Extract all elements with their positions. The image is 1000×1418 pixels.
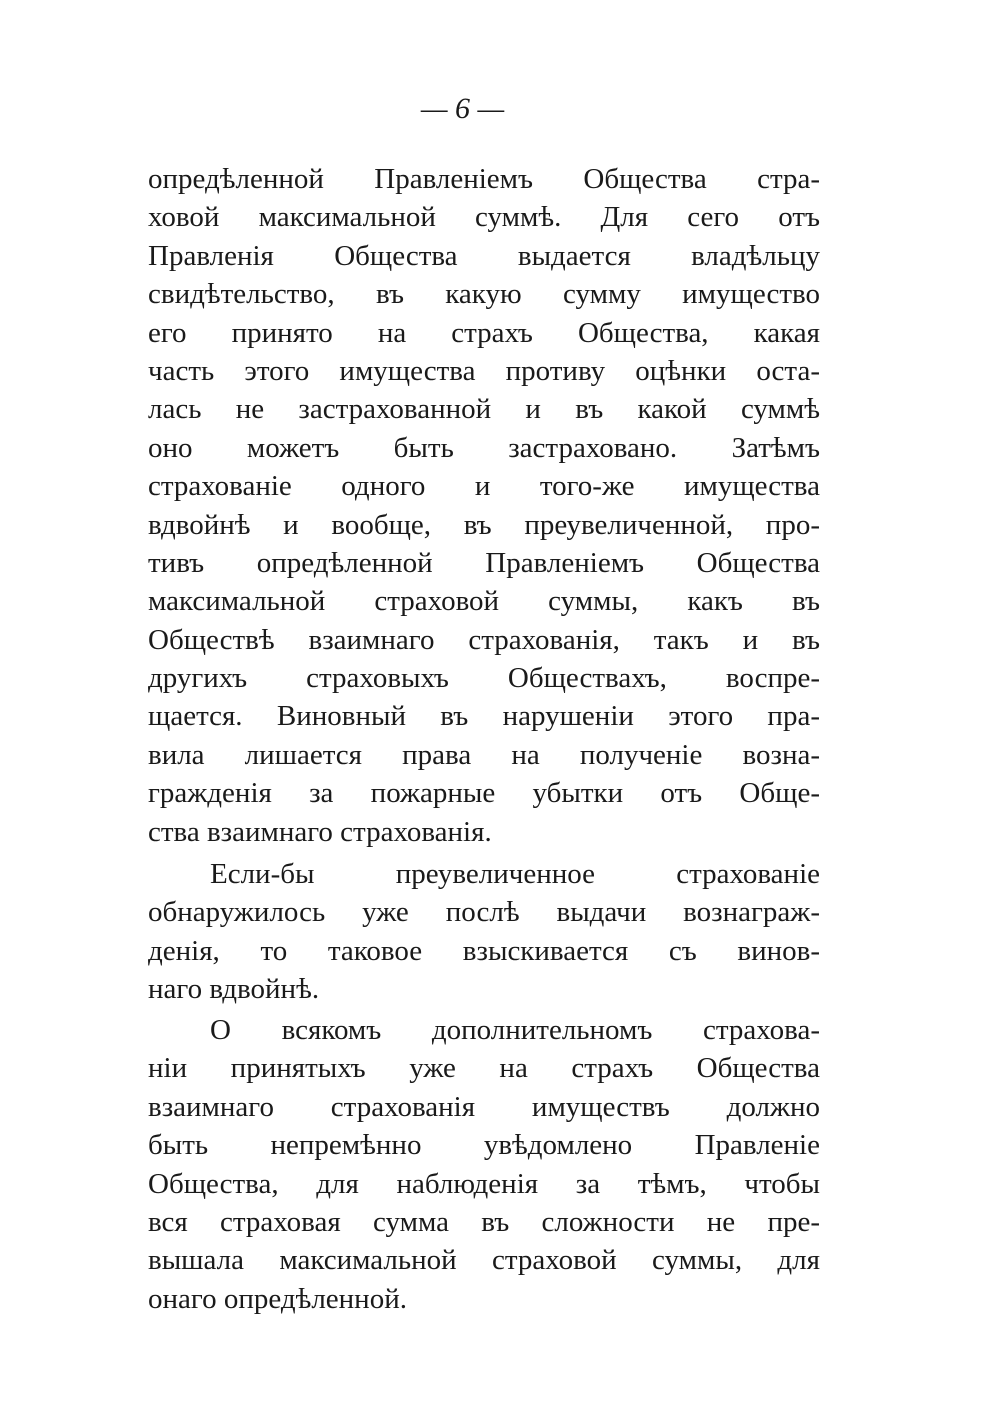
- text-line: О всякомъ дополнительномъ страхова-: [210, 1014, 820, 1046]
- text-line: максимальной страховой суммы, какъ въ: [148, 585, 820, 618]
- paragraph-1: [148, 160, 820, 851]
- text-line: вдвойнѣ и вообще, въ преувеличенной, про-: [148, 508, 820, 541]
- text-line: гражденія за пожарные убытки отъ Обще-: [148, 777, 820, 810]
- text-line: Правленія Общества выдается владѣльцу: [148, 239, 820, 272]
- text-line: Обществѣ взаимнаго страхованія, такъ и въ: [148, 623, 820, 656]
- paragraph-3: [148, 1011, 820, 1318]
- text-line: лась не застрахованной и въ какой суммѣ: [148, 393, 820, 426]
- text-line: Если-бы преувеличенное страхованіе: [210, 858, 820, 890]
- text-line: вышала максимальной страховой суммы, для: [148, 1244, 820, 1277]
- text-line: быть непремѣнно увѣдомлено Правленіе: [148, 1129, 820, 1162]
- text-line: взаимнаго страхованія имуществъ должно: [148, 1090, 820, 1123]
- text-line: обнаружилось уже послѣ выдачи вознаграж-: [148, 896, 820, 929]
- text-line: онаго опредѣленной.: [148, 1282, 407, 1315]
- page-number: — 6 —: [420, 92, 505, 125]
- text-line: щается. Виновный въ нарушеніи этого пра-: [148, 700, 820, 733]
- text-line: тивъ опредѣленной Правленіемъ Общества: [148, 546, 820, 579]
- text-line: ховой максимальной суммѣ. Для сего отъ: [148, 201, 820, 234]
- text-line: опредѣленной Правленіемъ Общества стра-: [148, 163, 820, 195]
- text-line: вся страховая сумма въ сложности не пре-: [148, 1205, 820, 1238]
- text-line: денія, то таковое взыскивается съ винов-: [148, 934, 820, 967]
- text-line: другихъ страховыхъ Обществахъ, воспре-: [148, 662, 820, 695]
- text-line: ства взаимнаго страхованія.: [148, 815, 492, 848]
- text-line: Общества, для наблюденія за тѣмъ, чтобы: [148, 1167, 820, 1200]
- text-line: ніи принятыхъ уже на страхъ Общества: [148, 1052, 820, 1085]
- text-line: вила лишается права на полученіе возна-: [148, 738, 820, 771]
- text-line: свидѣтельство, въ какую сумму имущество: [148, 278, 820, 311]
- paragraph-2: [148, 855, 820, 1009]
- text-line: его принято на страхъ Общества, какая: [148, 316, 820, 349]
- text-line: часть этого имущества противу оцѣнки оста-: [148, 354, 820, 387]
- text-line: наго вдвойнѣ.: [148, 973, 320, 1006]
- text-line: оно можетъ быть застраховано. Затѣмъ: [148, 431, 820, 464]
- text-line: страхованіе одного и того-же имущества: [148, 470, 820, 503]
